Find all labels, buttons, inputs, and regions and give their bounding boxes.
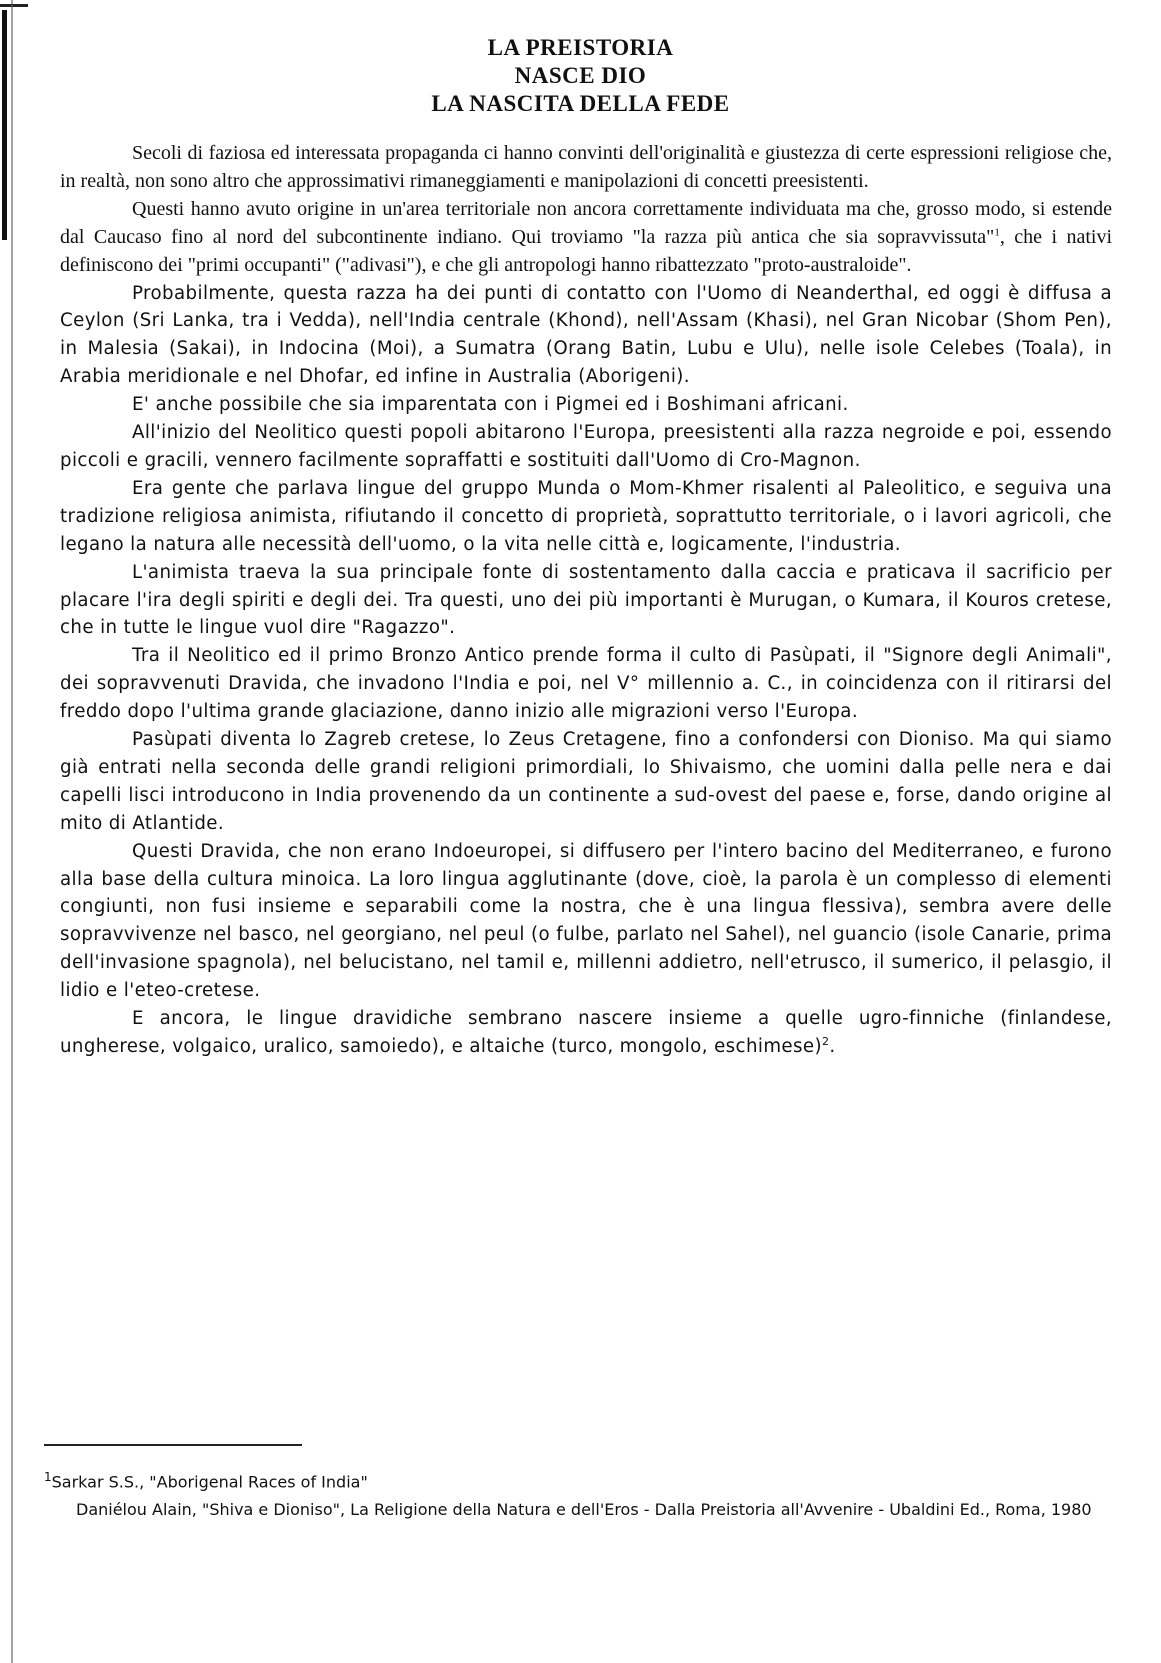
- title-line-1: LA PREISTORIA: [487, 35, 674, 60]
- footnote-mark-1: 1: [994, 226, 1000, 239]
- paragraph-pasupati: Tra il Neolitico ed il primo Bronzo Antico prende forma il culto di Pasùpati, il "Signore degli Animali", dei sopravvenuti Dravida, che invadono l'India e poi, nel V° millennio a. C., in coincidenza con il ritirarsi del freddo dopo l'ultima grande glaciazione, danno inizio alle migrazioni verso l'Europa.: [60, 645, 1112, 723]
- footnote-1: [44, 1466, 1124, 1493]
- paragraph-origin-text: Questi hanno avuto origine in un'area territoriale non ancora correttamente individuata ma che, grosso modo, si estende dal Caucaso fino al nord del subcontinente indiano.: [60, 197, 1112, 248]
- scan-edge-marks: [0, 0, 22, 1663]
- footnote-divider: [44, 1444, 302, 1446]
- body-text: [60, 140, 1112, 1061]
- paragraph-pigmei: E' anche possibile che sia imparentata con i Pigmei ed i Boshimani africani.: [132, 394, 849, 416]
- paragraph-neolitico: All'inizio del Neolitico questi popoli abitarono l'Europa, preesistenti alla razza negroide e poi, essendo piccoli e gracili, vennero facilmente sopraffatti e sostituiti dall'Uomo di Cro-Magnon.: [60, 422, 1112, 471]
- paragraph-munda: Era gente che parlava lingue del gruppo Munda o Mom-Khmer risalenti al Paleolitico, e seguiva una tradizione religiosa animista, rifiutando il concetto di proprietà, soprattutto territoriale, o i lavori agricoli, che legano la natura alle necessità dell'uomo, o la vita nelle città e, logicamente, l'industria.: [60, 477, 1112, 555]
- paragraph-origin-rest: , che i nativi definiscono dei "primi occupanti" ("adivasi"), e che gli antropologi hanno ribattezzato "proto-australoide".: [60, 225, 1113, 276]
- title-line-3: LA NASCITA DELLA FEDE: [431, 91, 730, 116]
- paragraph-ugro-finniche: E ancora, le lingue dravidiche sembrano nascere insieme a quelle ugro-finniche (finlandese, ungherese, volgaico, uralico, samoiedo), e altaiche (turco, mongolo, eschimese)$^2$.: [60, 1008, 1112, 1057]
- paragraph-animista: L'animista traeva la sua principale fonte di sostentamento dalla caccia e praticava il sacrificio per placare l'ira degli spiriti e degli dei. Tra questi, uno dei più importanti è Murugan, o Kumara, il Kouros cretese, che in tutte le lingue vuol dire "Ragazzo".: [60, 561, 1112, 639]
- scan-mark-tick: [0, 4, 28, 7]
- scan-mark-line: [11, 0, 13, 1663]
- paragraph-origin-quote: Qui troviamo "la razza più antica che sia sopravvissuta": [511, 225, 995, 248]
- paragraph-intro: Secoli di faziosa ed interessata propaganda ci hanno convinti dell'originalità e giustezza di certe espressioni religiose che, in realtà, non sono altro che approssimativi rimaneggiamenti e manipolazioni di concetti preesistenti.: [60, 142, 1112, 192]
- paragraph-zagreb: Pasùpati diventa lo Zagreb cretese, lo Zeus Cretagene, fino a confondersi con Dioniso. Ma qui siamo già entrati nella seconda delle grandi religioni primordiali, lo Shivaismo, che uomini dalla pelle nera e dai capelli lisci introducono in India provenendo da un continente a sud-ovest del paese e, forse, dando origine al mito di Atlantide.: [60, 729, 1112, 834]
- paragraph-neanderthal: Probabilmente, questa razza ha dei punti di contatto con l'Uomo di Neanderthal, ed oggi è diffusa a Ceylon (Sri Lanka, tra i Vedda), nell'India centrale (Khond), nell'Assam (Khasi), nel Gran Nicobar (Shom Pen), in Malesia (Sakai), in Indocina (Moi), a Sumatra (Orang Batin, Lubu e Ulu), nelle isole Celebes (Toala), in Arabia meridionale e nel Dhofar, ed infine in Australia (Aborigeni).: [60, 282, 1112, 388]
- page-title: [0, 34, 1161, 118]
- paragraph-ugro-finniche-text: E ancora, le lingue dravidiche sembrano nascere insieme a quelle ugro-finniche (finlandese, ungherese, volgaico, uralico, samoiedo), e altaiche (turco, mongolo, eschimese): [60, 1008, 1112, 1057]
- paragraph-dravida: Questi Dravida, che non erano Indoeuropei, si diffusero per l'intero bacino del Mediterraneo, e furono alla base della cultura minoica. La loro lingua agglutinante (dove, cioè, la parola è un complesso di elementi congiunti, non fusi insieme e separabili come la nostra, che è una lingua flessiva), sembra avere delle sopravvivenze nel basco, nel georgiano, nel peul (o fulbe, parlato nel Sahel), nel guancio (isole Canarie, prima dell'invasione spagnola), nel belucistano, nel tamil e, millenni addietro, nell'etrusco, il sumerico, il pelasgio, il lidio e l'eteo-cretese.: [60, 840, 1112, 1002]
- footnote-1-text: Sarkar S.S., "Aborigenal Races of India": [51, 1472, 368, 1492]
- title-line-2: NASCE DIO: [514, 63, 647, 88]
- paragraph-origin: [60, 196, 1112, 280]
- footnote-1-mark: 1: [44, 1470, 52, 1484]
- footnote-mark-2: 2: [822, 1034, 830, 1048]
- footnote-2: Daniélou Alain, "Shiva e Dioniso", La Religione della Natura e dell'Eros - Dalla Preistoria all'Avvenire - Ubaldini Ed., Roma, 1980: [76, 1500, 1092, 1520]
- footnotes: [44, 1466, 1124, 1527]
